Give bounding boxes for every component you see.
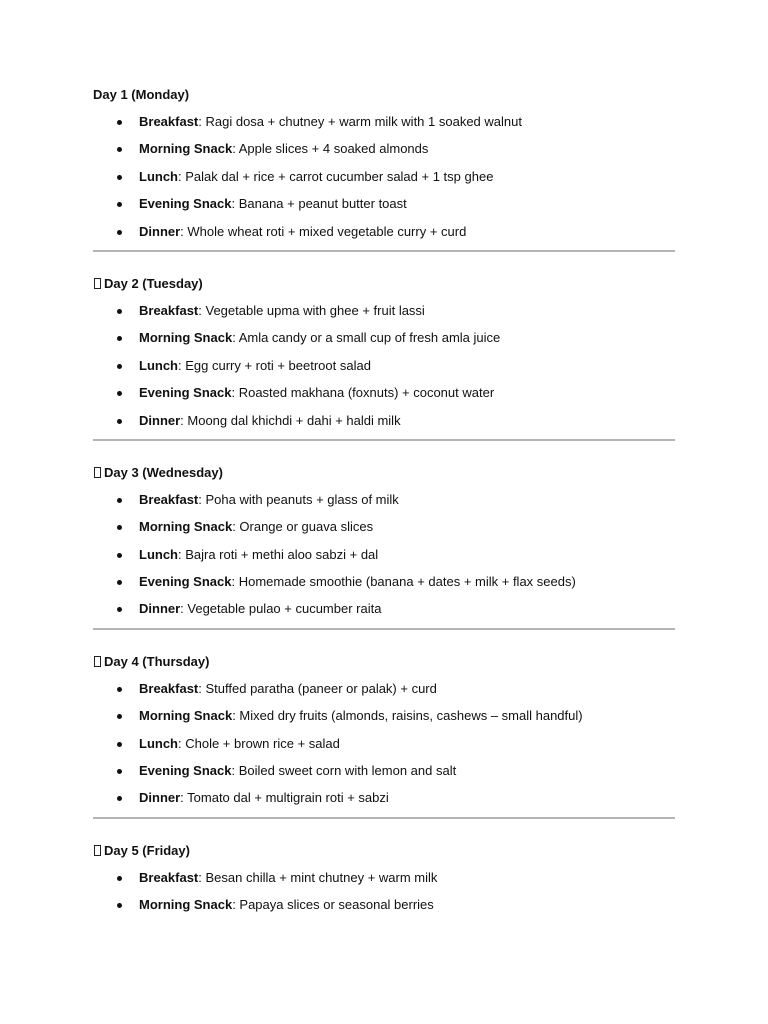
meal-item (93, 762, 675, 780)
meal-name: Evening Snack (139, 574, 232, 590)
meal-list (93, 680, 675, 808)
meal-item (93, 329, 675, 347)
meal-description: : Whole wheat roti + mixed vegetable curry + curd (180, 223, 467, 239)
meal-description: : Vegetable pulao + cucumber raita (180, 601, 382, 617)
day-title-text: Day 3 (Wednesday) (104, 464, 223, 480)
meal-name: Lunch (139, 168, 178, 184)
meal-list (93, 113, 675, 241)
meal-description: : Boiled sweet corn with lemon and salt (231, 763, 457, 779)
meal-description: : Papaya slices or seasonal berries (232, 897, 434, 913)
meal-list (93, 302, 675, 430)
meal-description: : Moong dal khichdi + dahi + haldi milk (180, 412, 401, 428)
day-section (93, 653, 675, 819)
meal-description: : Banana + peanut butter toast (231, 196, 407, 212)
meal-item (93, 491, 675, 509)
meal-description: : Vegetable upma with ghee + fruit lassi (198, 302, 425, 318)
bullet-icon (117, 796, 122, 801)
meal-name: Evening Snack (139, 763, 232, 779)
day-heading (93, 842, 675, 860)
meal-name: Lunch (139, 357, 178, 373)
bullet-icon (117, 147, 122, 152)
bullet-icon (117, 687, 122, 692)
day-section (93, 842, 675, 914)
day-heading (93, 464, 675, 482)
meal-name: Lunch (139, 735, 178, 751)
meal-name: Breakfast (139, 491, 199, 507)
meal-item (93, 140, 675, 158)
bullet-icon (117, 498, 122, 503)
meal-description: : Ragi dosa + chutney + warm milk with 1 soaked walnut (198, 114, 522, 129)
bullet-icon (117, 364, 122, 369)
meal-description: : Homemade smoothie (banana + dates + milk + flax seeds) (231, 574, 576, 590)
missing-glyph-icon (94, 467, 101, 478)
meal-item (93, 546, 675, 564)
section-divider (93, 250, 675, 252)
meal-name: Breakfast (139, 869, 199, 885)
meal-description: : Chole + brown rice + salad (178, 735, 340, 751)
bullet-icon (117, 553, 122, 558)
meal-item (93, 302, 675, 320)
missing-glyph-icon (94, 845, 101, 856)
meal-item (93, 707, 675, 725)
bullet-icon (117, 742, 122, 747)
meal-name: Dinner (139, 601, 181, 617)
bullet-icon (117, 714, 122, 719)
meal-name: Breakfast (139, 680, 199, 696)
meal-item (93, 735, 675, 753)
meal-item (93, 223, 675, 241)
meal-description: : Egg curry + roti + beetroot salad (178, 357, 371, 373)
missing-glyph-icon (94, 278, 101, 289)
bullet-icon (117, 336, 122, 341)
meal-item (93, 573, 675, 591)
day-section (93, 86, 675, 252)
meal-description: : Tomato dal + multigrain roti + sabzi (180, 790, 389, 806)
bullet-icon (117, 769, 122, 774)
meal-description: : Stuffed paratha (paneer or palak) + curd (198, 680, 437, 696)
meal-item (93, 518, 675, 536)
meal-description: : Amla candy or a small cup of fresh amla juice (232, 330, 501, 346)
meal-item (93, 384, 675, 402)
meal-name: Dinner (139, 790, 181, 806)
meal-item (93, 113, 675, 131)
bullet-icon (117, 230, 122, 235)
meal-description: : Bajra roti + methi aloo sabzi + dal (178, 546, 379, 562)
meal-item (93, 412, 675, 430)
meal-name: Breakfast (139, 114, 199, 129)
meal-name: Evening Snack (139, 196, 232, 212)
meal-item (93, 680, 675, 698)
day-heading (93, 275, 675, 293)
meal-name: Breakfast (139, 302, 199, 318)
meal-name: Morning Snack (139, 708, 233, 724)
missing-glyph-icon (94, 656, 101, 667)
meal-name: Dinner (139, 412, 181, 428)
meal-name: Dinner (139, 223, 181, 239)
meal-list (93, 491, 675, 619)
meal-name: Morning Snack (139, 519, 233, 535)
day-heading (93, 86, 675, 104)
meal-item (93, 357, 675, 375)
meal-item (93, 896, 675, 914)
meal-list (93, 869, 675, 914)
day-title-text: Day 5 (Friday) (104, 842, 190, 858)
section-divider (93, 628, 675, 630)
section-divider (93, 439, 675, 441)
day-title-text: Day 4 (Thursday) (104, 653, 210, 669)
meal-name: Morning Snack (139, 330, 233, 346)
meal-item (93, 869, 675, 887)
meal-item (93, 168, 675, 186)
bullet-icon (117, 175, 122, 180)
meal-item (93, 195, 675, 213)
bullet-icon (117, 391, 122, 396)
bullet-icon (117, 607, 122, 612)
bullet-icon (117, 419, 122, 424)
meal-name: Morning Snack (139, 141, 233, 157)
meal-description: : Roasted makhana (foxnuts) + coconut water (231, 385, 495, 401)
meal-description: : Mixed dry fruits (almonds, raisins, cashews – small handful) (232, 708, 583, 724)
section-divider (93, 817, 675, 819)
day-section (93, 464, 675, 630)
meal-description: : Besan chilla + mint chutney + warm milk (198, 869, 438, 885)
bullet-icon (117, 580, 122, 585)
meal-item (93, 789, 675, 807)
meal-name: Evening Snack (139, 385, 232, 401)
meal-name: Morning Snack (139, 897, 233, 913)
meal-item (93, 600, 675, 618)
bullet-icon (117, 876, 122, 881)
bullet-icon (117, 309, 122, 314)
day-heading (93, 653, 675, 671)
day-section (93, 275, 675, 441)
meal-plan-document (93, 86, 675, 924)
meal-description: : Palak dal + rice + carrot cucumber salad + 1 tsp ghee (178, 168, 494, 184)
bullet-icon (117, 120, 122, 125)
bullet-icon (117, 202, 122, 207)
meal-name: Lunch (139, 546, 178, 562)
day-title-text: Day 1 (Monday) (93, 87, 190, 102)
meal-description: : Apple slices + 4 soaked almonds (232, 141, 429, 157)
meal-description: : Orange or guava slices (232, 519, 374, 535)
bullet-icon (117, 903, 122, 908)
bullet-icon (117, 525, 122, 530)
meal-description: : Poha with peanuts + glass of milk (198, 491, 399, 507)
day-title-text: Day 2 (Tuesday) (104, 275, 203, 291)
